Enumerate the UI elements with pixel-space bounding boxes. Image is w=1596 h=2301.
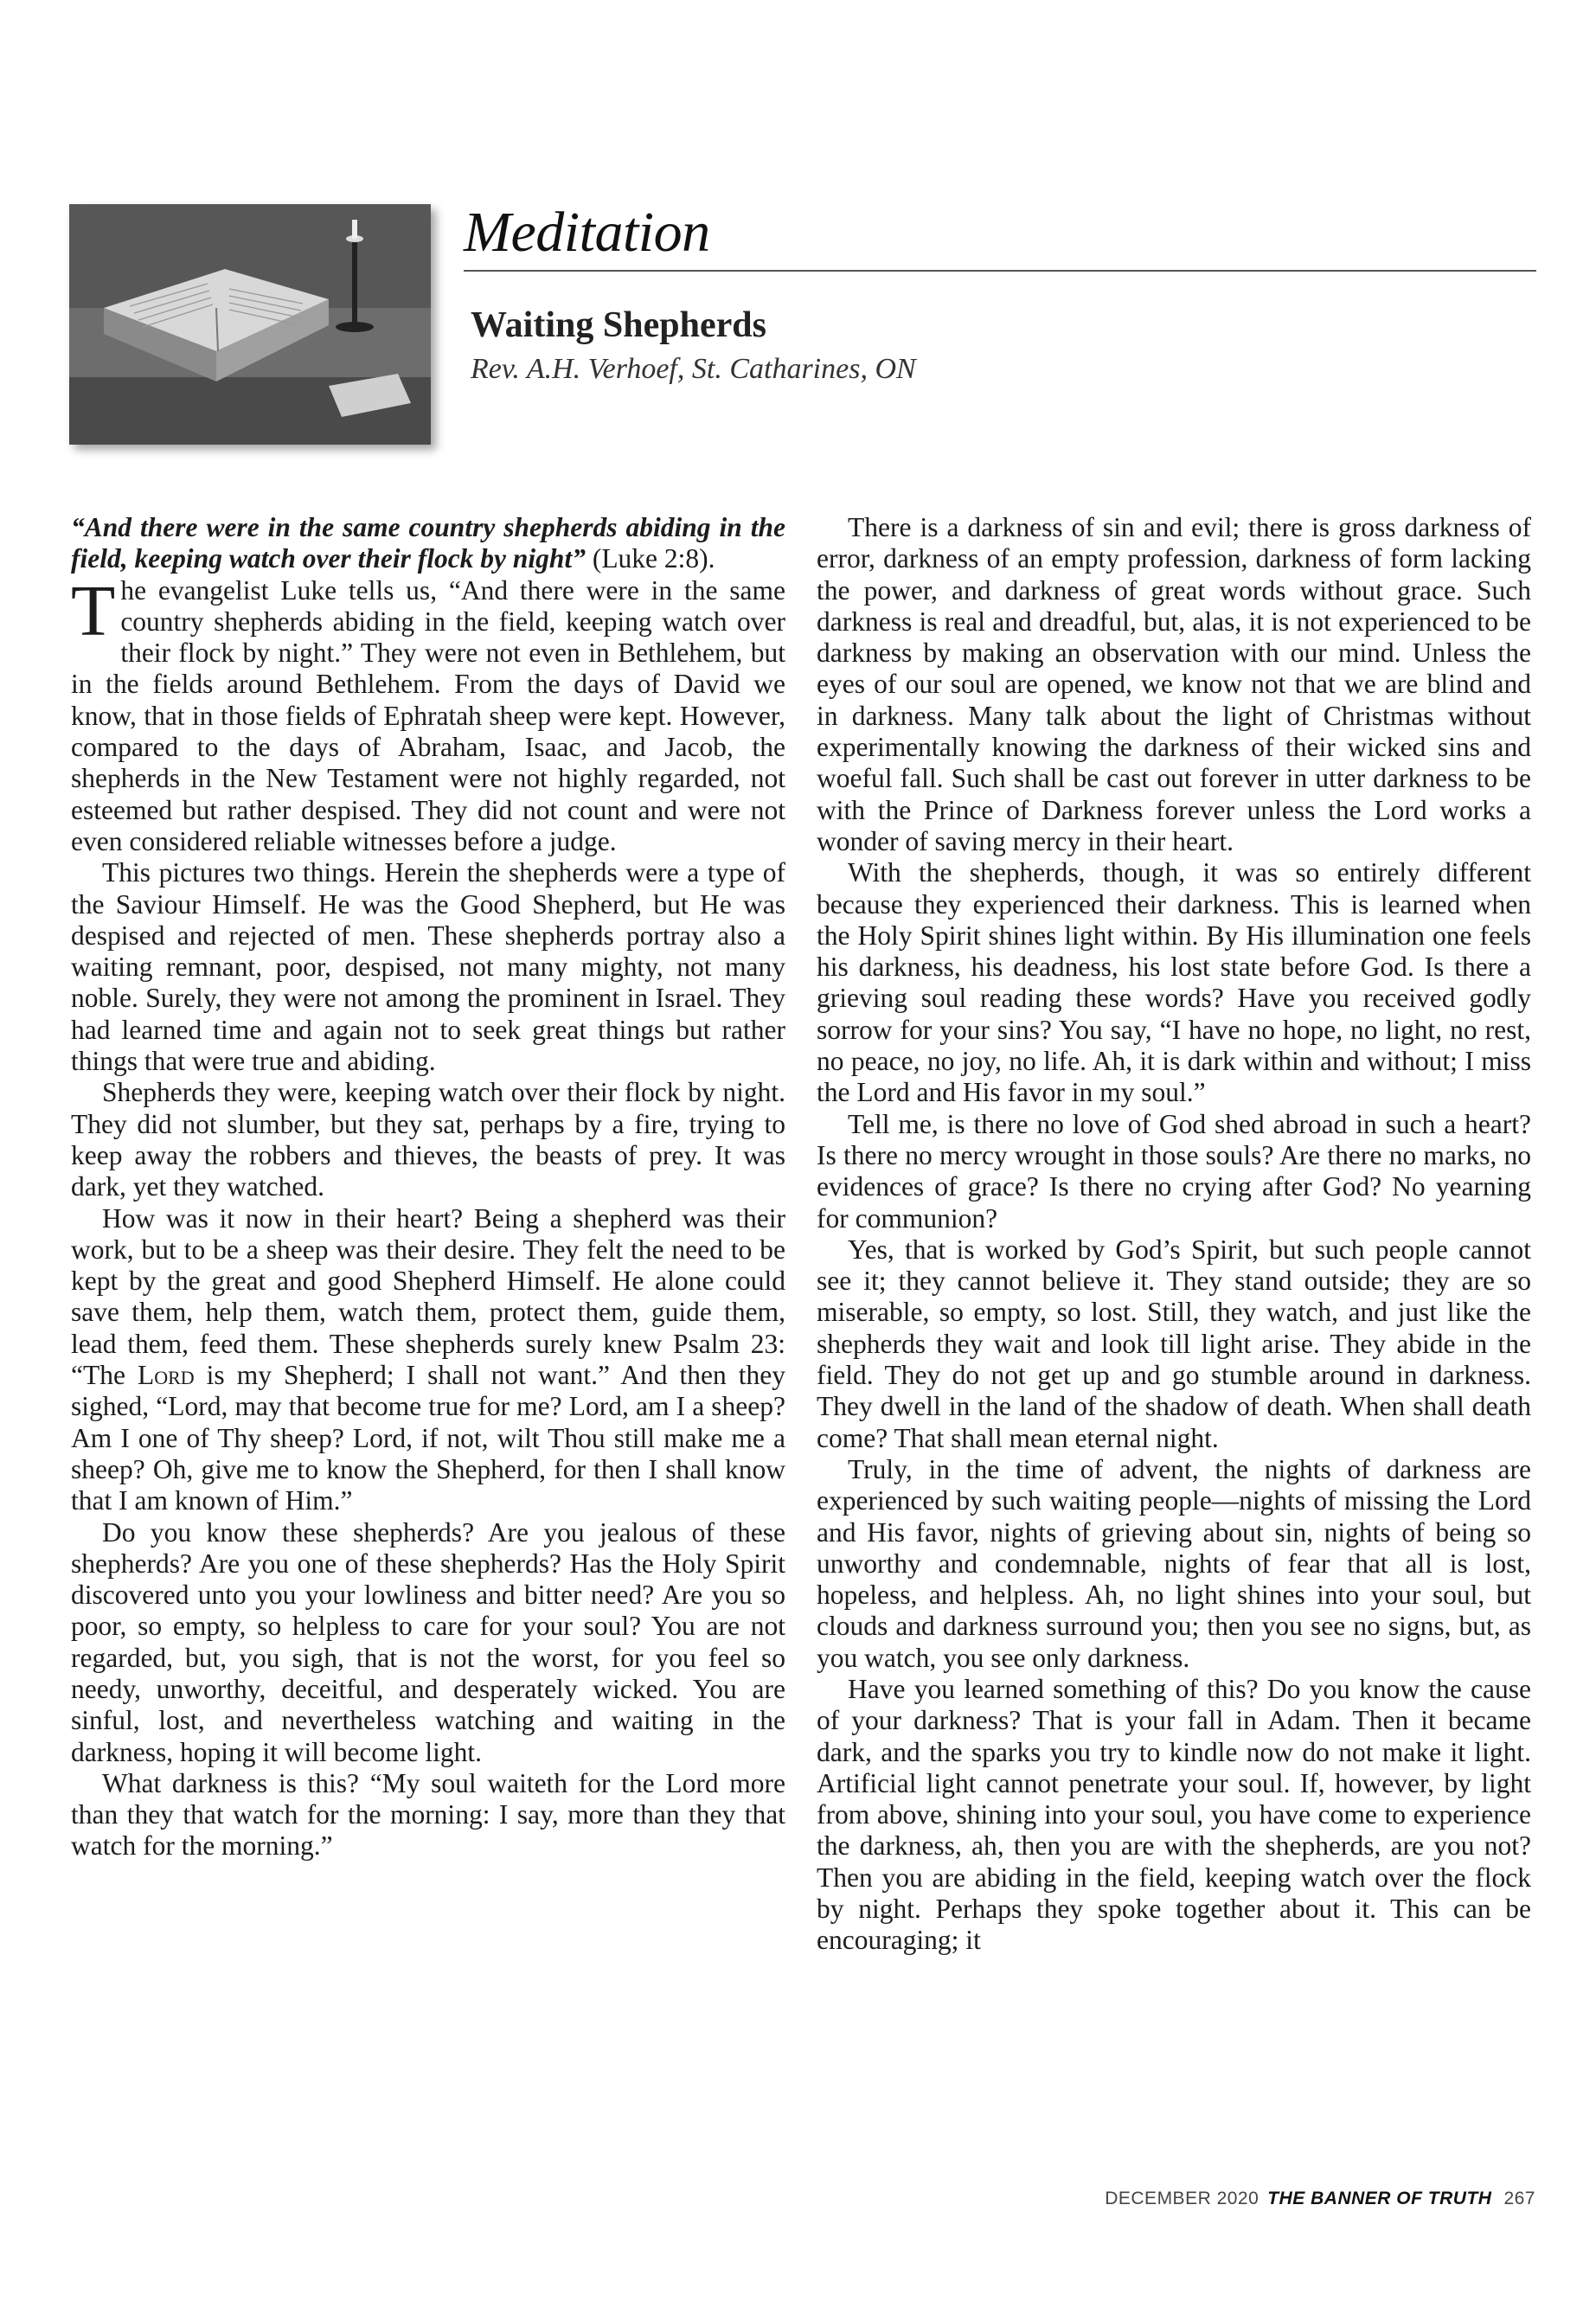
body-paragraph: Truly, in the time of advent, the nights of darkness are experienced by such waiting people—nights of missing the Lord and His favor, nights of grieving about sin, nights of being so unworthy and condemnable, nights of fear that all is lost, hopeless, and helpless. Ah, no light shines into your soul, but clouds and darkness surround you; then you see no signs, but, as you watch, you see only darkness. [817, 1453, 1531, 1673]
body-paragraph: This pictures two things. Herein the shepherds were a type of the Saviour Himself. He was the Good Shepherd, but He was despised and rejected of men. These shepherds portray also a waiting remnant, poor, despised, not many mighty, not many noble. Surely, they were not among the prominent in Israel. They had learned time and again not to seek great things but rather things that were true and abiding. [71, 857, 785, 1077]
page-number: 267 [1503, 2189, 1535, 2208]
body-paragraph: Have you learned something of this? Do you know the cause of your darkness? That is your fall in Adam. Then it became dark, and the sparks you try to kindle now do not make it light. Artificial light cannot penetrate your soul. If, however, by light from above, shining into your soul, you have come to experience the darkness, ah, then you are with the shepherds, are you not? Then you are abiding in the field, keeping watch over the flock by night. Perhaps they spoke together about it. This can be encouraging; it [817, 1673, 1531, 1956]
footer-date: DECEMBER 2020 [1105, 2189, 1259, 2208]
footer-publication: THE BANNER OF TRUTH [1267, 2189, 1492, 2208]
left-column [71, 512, 785, 1862]
right-column [817, 512, 1531, 1957]
lord-smallcaps: Lord [137, 1360, 195, 1391]
epigraph-quote: “And there were in the same country shepherds abiding in the field, keeping watch over their flock by night” [71, 512, 785, 574]
epigraph-reference: (Luke 2:8). [592, 543, 715, 574]
title-rule [464, 270, 1536, 272]
body-paragraph: Do you know these shepherds? Are you jealous of these shepherds? Are you one of these shepherds? Has the Holy Spirit discovered unto you your lowliness and bitter need? Are you so poor, so empty, so helpless to care for your soul? You are not regarded, but, you sigh, that is not the worst, for you feel so needy, unworthy, deceitful, and desperately wicked. You are sinful, lost, and nevertheless watching and waiting in the darkness, hoping it will become light. [71, 1516, 785, 1767]
body-paragraph [71, 1203, 785, 1517]
author-byline: Rev. A.H. Verhoef, St. Catharines, ON [471, 353, 916, 385]
body-paragraph [71, 570, 785, 858]
body-paragraph: What darkness is this? “My soul waiteth for the Lord more than they that watch for the morning: I say, more than they that watch for the morning.” [71, 1767, 785, 1862]
section-title: Meditation [464, 201, 710, 264]
drop-cap: T [71, 570, 116, 651]
body-paragraph: Tell me, is there no love of God shed abroad in such a heart? Is there no mercy wrought in those souls? Are there no marks, no evidences of grace? Is there no crying after God? No yearning for communion? [817, 1108, 1531, 1234]
page-footer [1105, 2189, 1535, 2209]
article-title: Waiting Shepherds [471, 305, 766, 345]
body-paragraph: Shepherds they were, keeping watch over their flock by night. They did not slumber, but they sat, perhaps by a fire, trying to keep away the robbers and thieves, the beasts of prey. It was dark, yet they watched. [71, 1077, 785, 1202]
paragraph-text: he evangelist Luke tells us, “And there were in the same country shepherds abiding in the field, keeping watch over their flock by night.” They were not even in Bethlehem, but in the fields around Bethlehem. From the days of David we know, that in those fields of Ephratah sheep were kept. However, compared to the days of Abraham, Isaac, and Jacob, the shepherds in the New Testament were not highly regarded, not esteemed but rather despised. They did not count and were not even considered reliable witnesses before a judge. [71, 574, 785, 856]
open-bible-illustration [69, 204, 431, 445]
epigraph [71, 512, 785, 575]
body-paragraph: With the shepherds, though, it was so entirely different because they experienced their darkness. This is learned when the Holy Spirit shines light within. By His illumination one feels his darkness, his deadness, his lost state before God. Is there a grieving soul reading these words? Have you received godly sorrow for your sins? You say, “I have no hope, no light, no rest, no peace, no joy, no life. Ah, it is dark within and without; I miss the Lord and His favor in my soul.” [817, 857, 1531, 1108]
paragraph-text: is my Shepherd; I shall not want.” And then they sighed, “Lord, may that become true for me? Lord, am I a sheep? Am I one of Thy sheep? Lord, if not, wilt Thou still make me a sheep? Oh, give me to know the Shepherd, for then I shall know that I am known of Him.” [71, 1360, 785, 1516]
body-paragraph: Yes, that is worked by God’s Spirit, but such people cannot see it; they cannot believe it. They stand outside; they are so miserable, so empty, so lost. Still, they watch, and just like the shepherds they wait and look till light arise. They abide in the field. They do not get up and go stumble around in darkness. They dwell in the land of the shadow of death. When shall death come? That shall mean eternal night. [817, 1234, 1531, 1453]
body-paragraph: There is a darkness of sin and evil; there is gross darkness of error, darkness of an empty profession, darkness of form lacking the power, and darkness of great words without grace. Such darkness is real and dreadful, but, alas, it is not experienced to be darkness by making an observation with our mind. Unless the eyes of our soul are opened, we know not that we are blind and in darkness. Many talk about the light of Christmas without experimentally knowing the darkness of their wicked sins and woeful fall. Such shall be cast out forever in utter darkness to be with the Prince of Darkness forever unless the Lord works a wonder of saving mercy in their heart. [817, 512, 1531, 856]
paragraph-text: How was it now in their heart? Being a shepherd was their work, but to be a sheep was their desire. They felt the need to be kept by the great and good Shepherd Himself. He alone could save them, help them, watch them, protect them, guide them, lead them, feed them. These shepherds surely knew Psalm 23: “The [71, 1202, 785, 1391]
